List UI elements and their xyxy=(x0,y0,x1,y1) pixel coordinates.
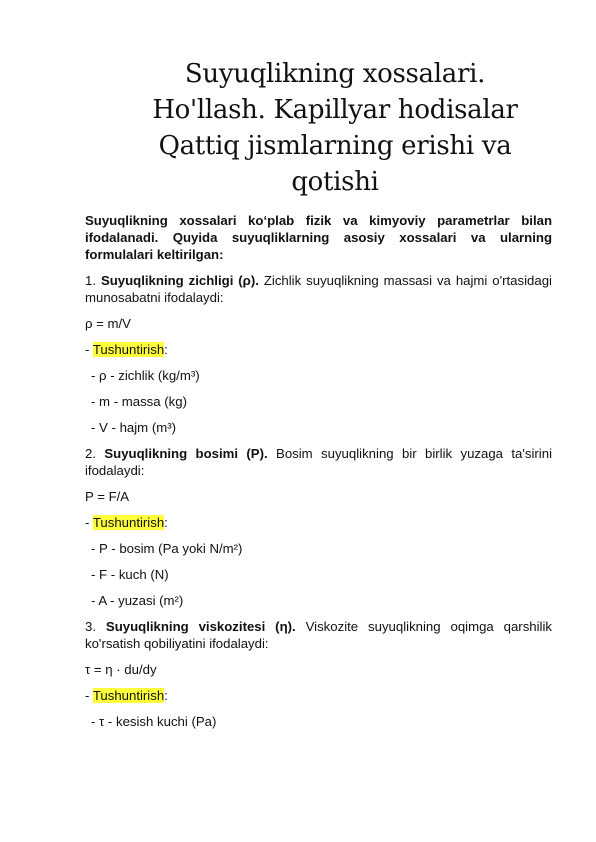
title-line: Suyuqlikning xossalari. xyxy=(184,59,486,89)
title-line: Qattiq jismlarning erishi va xyxy=(158,131,512,161)
section-heading: Suyuqlikning zichligi (ρ). xyxy=(100,273,259,288)
colon: : xyxy=(164,515,168,530)
section-heading: Suyuqlikning viskozitesi (η). xyxy=(105,619,296,634)
section-text: Zichlik suyuqlikning massasi va hajmi o'rtasidagi munosabatni ifodalaydi: xyxy=(85,273,552,305)
colon: : xyxy=(164,688,168,703)
explanation-label-line xyxy=(85,514,552,531)
section-paragraph xyxy=(85,445,552,479)
explanation-item: - m - massa (kg) xyxy=(91,394,187,409)
explanation-item: - A - yuzasi (m²) xyxy=(91,593,184,608)
dash: - xyxy=(85,342,93,357)
title-line: qotishi xyxy=(291,167,379,197)
document-body xyxy=(85,212,552,739)
explanation-label-line xyxy=(85,341,552,358)
section-heading: Suyuqlikning bosimi (P). xyxy=(104,446,268,461)
dash: - xyxy=(85,688,93,703)
explanation-label-line xyxy=(85,687,552,704)
intro-paragraph: Suyuqlikning xossalari ko‘plab fizik va kimyoviy parametrlar bilan ifodalanadi. Quyida suyuqliklarning asosiy xossalari va ularning formulalari keltirilgan: xyxy=(85,213,552,262)
explanation-label: Tushuntirish xyxy=(92,688,165,703)
explanation-item: - ρ - zichlik (kg/m³) xyxy=(91,368,200,383)
explanation-item: - P - bosim (Pa yoki N/m²) xyxy=(91,541,243,556)
formula: P = F/A xyxy=(85,489,130,504)
section-text: Viskozite suyuqlikning oqimga qarshilik ko'rsatish qobiliyatini ifodalaydi: xyxy=(85,619,552,651)
section-number: 2. xyxy=(85,446,96,461)
page-title xyxy=(130,56,540,200)
explanation-item: - τ - kesish kuchi (Pa) xyxy=(91,714,217,729)
explanation-item: - F - kuch (N) xyxy=(91,567,169,582)
explanation-label: Tushuntirish xyxy=(92,515,165,530)
section-number: 1. xyxy=(85,273,96,288)
title-line: Ho'llash. Kapillyar hodisalar xyxy=(152,95,518,125)
explanation-label: Tushuntirish xyxy=(92,342,165,357)
section-number: 3. xyxy=(85,619,96,634)
explanation-item: - V - hajm (m³) xyxy=(91,420,176,435)
section-paragraph xyxy=(85,272,552,306)
formula: τ = η · du/dy xyxy=(85,662,157,677)
colon: : xyxy=(164,342,168,357)
section-text: Bosim suyuqlikning bir birlik yuzaga ta'sirini ifodalaydi: xyxy=(85,446,553,478)
dash: - xyxy=(85,515,93,530)
formula: ρ = m/V xyxy=(85,316,131,331)
section-paragraph xyxy=(85,618,552,652)
